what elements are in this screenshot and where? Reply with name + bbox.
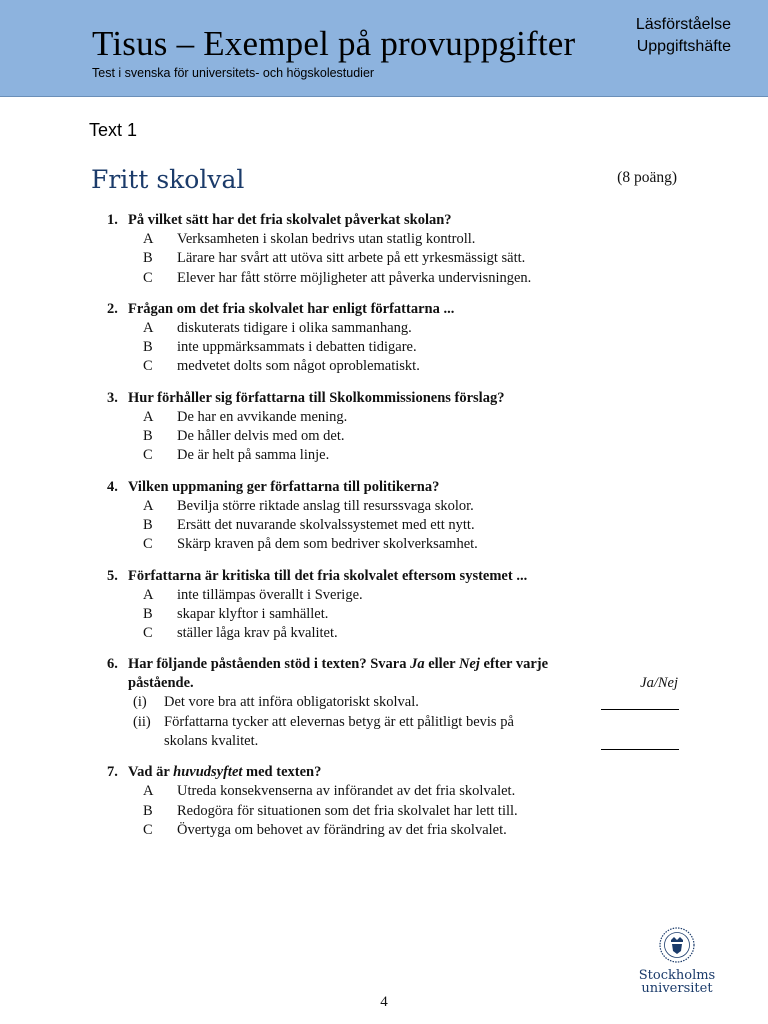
option-letter: C [143, 269, 153, 286]
option-text: Verksamheten i skolan bedrivs utan statlig kontroll. [177, 231, 476, 247]
option-text: De har en avvikande mening. [177, 408, 348, 425]
option-text: Utreda konsekvenserna av införandet av det fria skolvalet. [177, 783, 516, 800]
question-3 [107, 389, 687, 466]
university-logo [632, 926, 722, 995]
question-text [128, 763, 687, 782]
question-text-part: med texten? [242, 764, 322, 781]
option [107, 516, 687, 535]
question-text-ja: Ja [410, 656, 425, 673]
header-banner [0, 0, 768, 97]
logo-text-line1: Stockholms [638, 968, 716, 983]
option-text: Skärp kraven på dem som bedriver skolverksamhet. [177, 536, 478, 553]
option-text: De är helt på samma linje. [177, 447, 330, 464]
option [107, 408, 687, 427]
option-letter: C [143, 536, 153, 553]
text-label: Text 1 [89, 120, 138, 140]
question-text-nej: Nej [458, 656, 480, 673]
question-text: Författarna är kritiska till det fria skolvalet eftersom systemet ... [128, 567, 528, 584]
question-list [107, 211, 687, 852]
option-text: Redogöra för situationen som det fria skolvalet har lett till. [177, 802, 518, 819]
option-letter: B [143, 516, 153, 533]
option [107, 357, 687, 376]
question-1 [107, 211, 687, 288]
option-text: Övertyga om behovet av förändring av det fria skolvalet. [177, 821, 507, 838]
section-points: (8 poäng) [617, 169, 677, 186]
statement [107, 713, 687, 752]
question-text-part: Har följande påståenden stöd i texten? Svara [128, 656, 411, 673]
option-letter: A [143, 586, 154, 603]
question-text-italic: huvudsyftet [173, 764, 243, 781]
option-text: diskuterats tidigare i olika sammanhang. [177, 319, 412, 336]
option-letter: B [143, 605, 153, 622]
question-number: 5. [107, 567, 118, 584]
answer-column-header: Ja/Nej [640, 675, 678, 692]
statement [107, 693, 687, 712]
option-letter: A [143, 231, 154, 247]
option [107, 821, 687, 840]
question-text-part: påstående. [128, 675, 194, 692]
question-2 [107, 300, 687, 377]
statement-number: (i) [133, 694, 147, 711]
option-letter: C [143, 821, 153, 838]
question-number: 4. [107, 478, 118, 495]
option [107, 605, 687, 624]
page-title: Tisus – Exempel på provuppgifter [92, 24, 576, 63]
question-number: 1. [107, 212, 118, 228]
booklet-label [636, 14, 731, 58]
page-number: 4 [380, 994, 388, 1010]
booklet-label-line1: Läsförståelse [635, 16, 731, 33]
statement-text-line: Författarna tycker att elevernas betyg är ett pålitligt bevis på [164, 713, 514, 730]
question-text: På vilket sätt har det fria skolvalet påverkat skolan? [128, 212, 452, 228]
option-letter: A [143, 319, 154, 336]
answer-line[interactable] [601, 735, 679, 750]
option-text: inte tillämpas överallt i Sverige. [177, 586, 363, 603]
question-text-part: efter varje [479, 656, 549, 673]
option-text: De håller delvis med om det. [177, 428, 345, 445]
option-letter: A [143, 408, 154, 425]
option [107, 624, 687, 643]
university-seal-icon [657, 926, 697, 964]
question-text: Vilken uppmaning ger författarna till politikerna? [128, 478, 440, 495]
question-number: 2. [107, 300, 118, 317]
option-text: skapar klyftor i samhället. [177, 605, 329, 622]
option-text: inte uppmärksammats i debatten tidigare. [177, 339, 417, 356]
option [107, 782, 687, 801]
booklet-label-line2: Uppgiftshäfte [636, 38, 731, 55]
option-text: ställer låga krav på kvalitet. [177, 625, 338, 642]
answer-line[interactable] [601, 695, 679, 710]
option-letter: B [143, 802, 153, 819]
option [107, 802, 687, 821]
option-letter: C [143, 625, 153, 642]
statement-number: (ii) [133, 713, 151, 730]
statement-text: Det vore bra att införa obligatoriskt skolval. [164, 694, 419, 711]
option-letter: C [143, 447, 153, 464]
option-letter: A [143, 497, 154, 514]
option [107, 338, 687, 357]
question-6 [107, 655, 687, 751]
option [107, 269, 687, 288]
option [107, 230, 687, 249]
option [107, 319, 687, 338]
question-text: Frågan om det fria skolvalet har enligt författarna ... [128, 300, 455, 317]
option [107, 427, 687, 446]
page-subtitle: Test i svenska för universitets- och högskolestudier [92, 66, 375, 80]
option-text: Lärare har svårt att utöva sitt arbete på ett yrkesmässigt sätt. [177, 250, 526, 267]
question-number: 3. [107, 389, 118, 406]
logo-text-line2: universitet [641, 981, 713, 996]
option-letter: B [143, 339, 153, 356]
option [107, 446, 687, 465]
question-5 [107, 567, 687, 644]
question-4 [107, 478, 687, 555]
question-text [128, 655, 687, 693]
option-text: Bevilja större riktade anslag till resurssvaga skolor. [177, 497, 474, 514]
option-letter: C [143, 358, 153, 375]
option [107, 497, 687, 516]
option-letter: B [143, 250, 153, 267]
option-text: Elever har fått större möjligheter att påverka undervisningen. [177, 269, 532, 286]
statement-text-line: skolans kvalitet. [164, 733, 259, 750]
option-text: medvetet dolts som något oproblematiskt. [177, 358, 420, 375]
option [107, 249, 687, 268]
option [107, 535, 687, 554]
option [107, 586, 687, 605]
question-number: 7. [107, 764, 118, 781]
question-text: Hur förhåller sig författarna till Skolkommissionens förslag? [128, 389, 505, 406]
question-text-part: Vad är [128, 764, 174, 781]
option-letter: B [143, 428, 153, 445]
question-number: 6. [107, 656, 118, 673]
option-letter: A [143, 783, 154, 800]
question-text-part: eller [424, 656, 459, 673]
option-text: Ersätt det nuvarande skolvalssystemet med ett nytt. [177, 516, 475, 533]
question-7 [107, 763, 687, 840]
statement-text [164, 713, 564, 752]
section-title: Fritt skolval [91, 165, 245, 194]
